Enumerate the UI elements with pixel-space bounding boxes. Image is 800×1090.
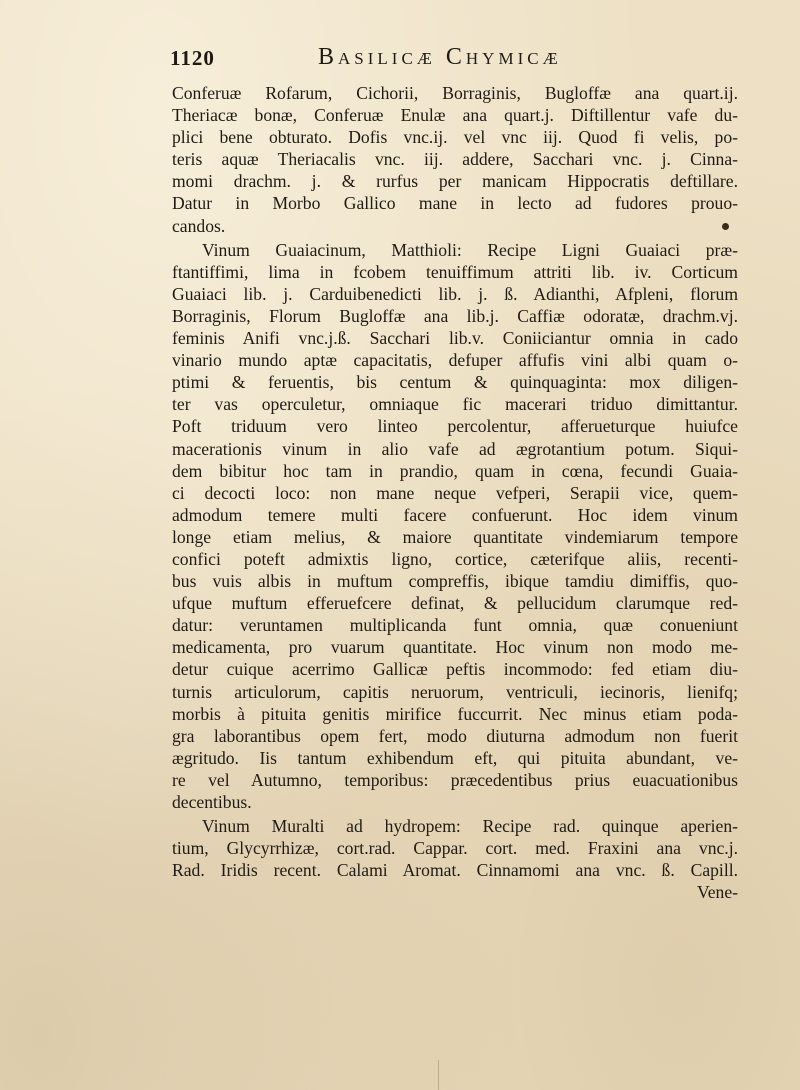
text-line: tium, Glycyrrhizæ, cort.rad. Cappar. cort. med. Fraxini ana vnc.j. [172, 838, 738, 859]
text-line: teris aquæ Theriacalis vnc. iij. addere, Sacchari vnc. j. Cinna- [172, 149, 738, 170]
body-text [172, 82, 738, 903]
text-line: gra laborantibus opem fert, modo diuturna admodum non fuerit [172, 725, 738, 746]
text-line: re vel Autumno, temporibus: præcedentibus prius euacuationibus [172, 769, 738, 790]
text-line: medicamenta, pro vuarum quantitate. Hoc vinum non modo me- [172, 637, 738, 658]
text-line: vinario mundo aptæ capacitatis, defuper affufis vini albi quam o- [172, 350, 738, 371]
running-title: Basilicæ Chymicæ [318, 44, 562, 70]
text-line: ci decocti loco: non mane neque vefperi, Serapii vice, quem- [172, 482, 738, 503]
text-line: datur: veruntamen multiplicanda funt omnia, quæ conueniunt [172, 615, 738, 636]
paragraph-conserva [172, 82, 738, 237]
text-line: Theriacæ bonæ, Conferuæ Enulæ ana quart.j. Diftillentur vafe du- [172, 105, 738, 126]
text-line: ftantiffimi, lima in fcobem tenuiffimum attriti lib. iv. Corticum [172, 261, 738, 282]
text-line: plici bene obturato. Dofis vnc.ij. vel vnc iij. Quod fi velis, po- [172, 127, 738, 148]
text-line: feminis Anifi vnc.j.ß. Sacchari lib.v. Coniiciantur omnia in cado [172, 328, 738, 349]
text-line: Rad. Iridis recent. Calami Aromat. Cinnamomi ana vnc. ß. Capill. [172, 860, 738, 881]
page-number: 1120 [170, 46, 215, 70]
text-line: turnis articulorum, capitis neruorum, ventriculi, iecinoris, lienifq; [172, 681, 738, 702]
text-line: candos. [172, 215, 226, 236]
text-line: admodum temere multi facere confuerunt. Hoc idem vinum [172, 504, 738, 525]
text-line: decentibus. [172, 792, 252, 812]
text-line: Guaiaci lib. j. Carduibenedicti lib. j. ß. Adianthi, Afpleni, florum [172, 283, 738, 304]
catchword: Vene- [696, 882, 738, 903]
text-line: Conferuæ Rofarum, Cichorii, Borraginis, Bugloffæ ana quart.ij. [172, 83, 738, 103]
text-line: ægritudo. Iis tantum exhibendum eft, qui pituita abundant, ve- [172, 747, 738, 768]
paragraph-vinum-guaiacinum [172, 239, 738, 813]
text-line: detur cuique acerrimo Gallicæ peftis incommodo: fed etiam diu- [172, 659, 738, 680]
text-line: confici poteft admixtis ligno, cortice, cæterifque aliis, recenti- [172, 548, 738, 569]
text-line: ter vas operculetur, omniaque fic macerari triduo dimittantur. [172, 394, 738, 415]
text-line: morbis à pituita genitis mirifice fuccurrit. Nec minus etiam poda- [172, 703, 738, 724]
text-line: Vinum Guaiacinum, Matthioli: Recipe Ligni Guaiaci præ- [202, 239, 738, 260]
text-line: macerationis vinum in alio vafe ad ægrotantium potum. Siqui- [172, 438, 738, 459]
ink-dot-mark [722, 223, 729, 230]
text-line: Poft triduum vero linteo percolentur, afferueturque huiufce [172, 416, 738, 437]
text-line: bus vuis albis in muftum compreffis, ibique tamdiu dimiffis, quo- [172, 571, 738, 592]
text-line: dem bibitur hoc tam in prandio, quam in cœna, fecundi Guaia- [172, 460, 738, 481]
text-line: momi drachm. j. & rurfus per manicam Hippocratis deftillare. [172, 171, 738, 192]
page-header [170, 44, 730, 74]
text-line: Datur in Morbo Gallico mane in lecto ad fudores prouo- [172, 193, 738, 214]
text-line: ptimi & feruentis, bis centum & quinquaginta: mox diligen- [172, 372, 738, 393]
text-line: Borraginis, Florum Bugloffæ ana lib.j. Caffiæ odoratæ, drachm.vj. [172, 305, 738, 326]
text-line: Vinum Muralti ad hydropem: Recipe rad. quinque aperien- [202, 816, 738, 837]
paragraph-vinum-muralti [172, 815, 738, 881]
text-line: longe etiam melius, & maiore quantitate vindemiarum tempore [172, 526, 738, 547]
text-line: ufque muftum efferuefcere definat, & pellucidum clarumque red- [172, 593, 738, 614]
paper-fold-mark [438, 1060, 439, 1090]
